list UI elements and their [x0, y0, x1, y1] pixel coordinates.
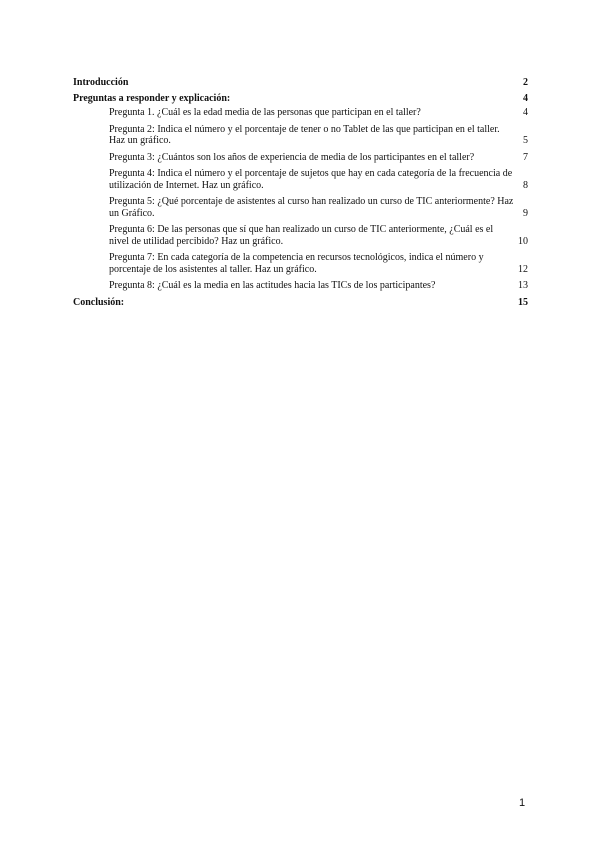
page-number: 1 [518, 797, 526, 809]
toc-entry-page: 9 [523, 207, 528, 219]
toc-entry-pregunta-2[interactable] [73, 124, 528, 147]
toc-entry-text: Pregunta 8: ¿Cuál es la media en las actitudes hacia las TICs de los participantes? [109, 280, 436, 291]
toc-entry-page: 2 [523, 77, 528, 88]
toc-entry-page: 5 [523, 135, 528, 146]
toc-entry-text: Pregunta 1. ¿Cuál es la edad media de las personas que participan en el taller? [109, 107, 421, 118]
toc-entry-pregunta-8[interactable] [73, 280, 528, 292]
toc-entry-text: Preguntas a responder y explicación: [73, 92, 231, 104]
toc-entry-page: 10 [518, 235, 528, 247]
toc-entry-page: 4 [523, 92, 528, 104]
toc-entry-text: Pregunta 5: ¿Qué porcentaje de asistentes al curso han realizado un curso de TIC anteriormente? Haz un Gráfico. [109, 196, 514, 219]
toc-entry-text: Pregunta 3: ¿Cuántos son los años de experiencia de media de los participantes en el taller? [109, 151, 475, 163]
toc-entry-pregunta-3[interactable] [73, 152, 528, 164]
toc-entry-page: 7 [523, 151, 528, 163]
toc-entry-preguntas[interactable] [73, 93, 528, 105]
toc-entry-introduccion[interactable] [73, 77, 528, 89]
toc-entry-text: Introducción [73, 77, 129, 88]
toc-entry-pregunta-4[interactable] [73, 168, 528, 191]
toc-entry-text: Pregunta 7: En cada categoría de la competencia en recursos tecnológicos, indica el número y porcentaje de los asistentes al taller. Haz un gráfico. [109, 252, 484, 275]
toc-entry-page: 12 [518, 263, 528, 275]
toc-entry-page: 15 [518, 296, 528, 308]
toc-entry-text: Pregunta 6: De las personas que sí que han realizado un curso de TIC anteriormente, ¿Cuál es el nivel de utilidad percibido? Haz un gráfico. [109, 224, 494, 247]
toc-entry-pregunta-5[interactable] [73, 196, 528, 219]
toc-entry-text: Conclusión: [73, 296, 125, 308]
toc-entry-pregunta-1[interactable] [73, 107, 528, 119]
toc-entry-text: Pregunta 4: Indica el número y el porcentaje de sujetos que hay en cada categoría de la frecuencia de utilización de Internet. Haz un gráfico. [109, 168, 513, 191]
toc-entry-pregunta-7[interactable] [73, 252, 528, 275]
toc-entry-pregunta-6[interactable] [73, 224, 528, 247]
toc-entry-page: 4 [523, 107, 528, 118]
toc-entry-text: Pregunta 2: Indica el número y el porcentaje de tener o no Tablet de las que participan en el taller. Haz un gráfico. [109, 123, 500, 146]
toc-entry-conclusion[interactable] [73, 297, 528, 309]
toc-entry-page: 8 [523, 179, 528, 191]
table-of-contents [73, 73, 528, 311]
toc-entry-page: 13 [518, 280, 528, 291]
